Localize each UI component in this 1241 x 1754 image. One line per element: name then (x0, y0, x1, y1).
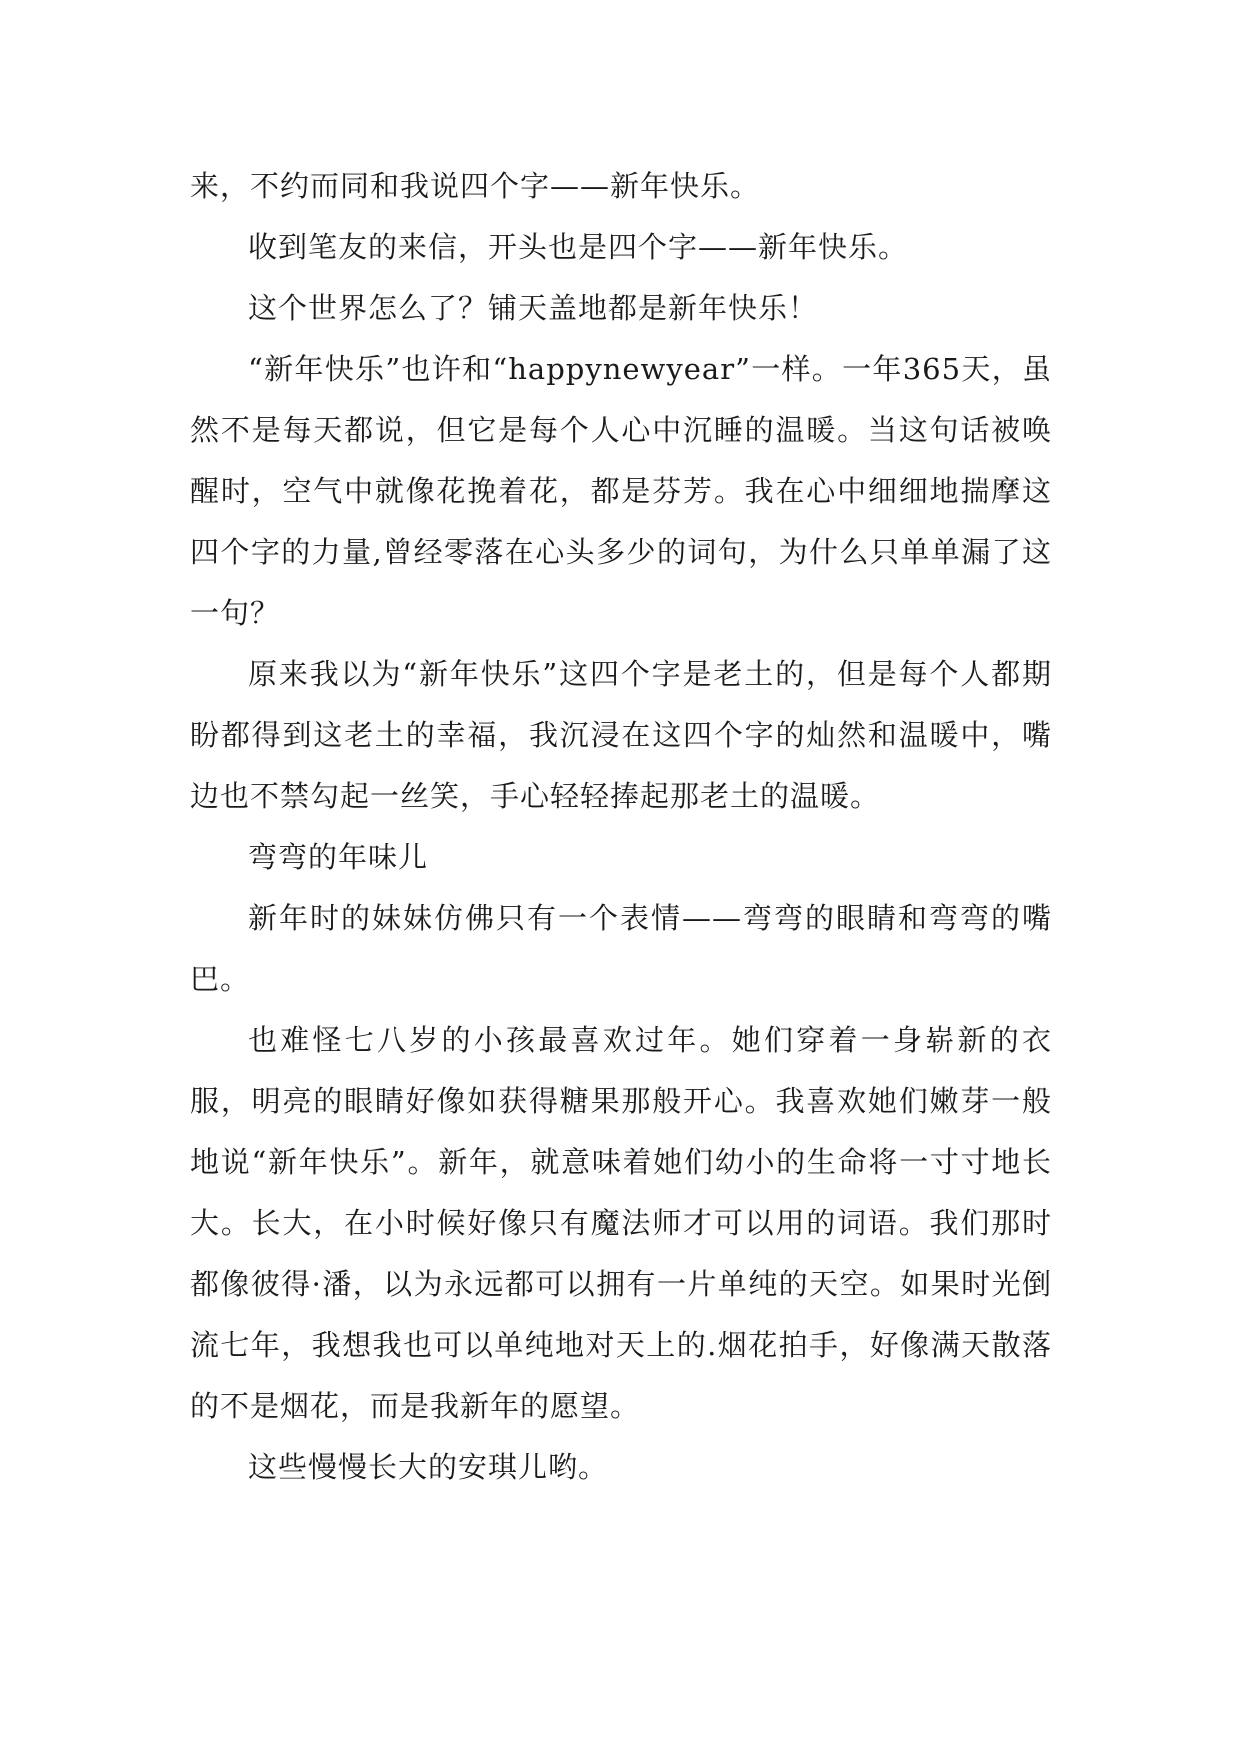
paragraph: “新年快乐”也许和“happynewyear”一样。一年365天，虽然不是每天都说，但它是每个人心中沉睡的温暖。当这句话被唤醒时，空气中就像花挽着花，都是芬芳。我在心中细细地揣摩这四个字的力量,曾经零落在心头多少的词句，为什么只单单漏了这一句？ (190, 352, 1052, 630)
body-text (190, 156, 1052, 1498)
paragraph: 收到笔友的来信，开头也是四个字——新年快乐。 (248, 230, 909, 264)
paragraph: 这个世界怎么了？铺天盖地都是新年快乐！ (248, 291, 819, 325)
paragraph: 这些慢慢长大的安琪儿哟。 (248, 1450, 609, 1484)
paragraph: 也难怪七八岁的小孩最喜欢过年。她们穿着一身崭新的衣服，明亮的眼睛好像如获得糖果那般开心。我喜欢她们嫩芽一般地说“新年快乐”。新年，就意味着她们幼小的生命将一寸寸地长大。长大，在小时候好像只有魔法师才可以用的词语。我们那时都像彼得·潘，以为永远都可以拥有一片单纯的天空。如果时光倒流七年，我想我也可以单纯地对天上的.烟花拍手，好像满天散落的不是烟花，而是我新年的愿望。 (190, 1023, 1052, 1423)
section-heading: 弯弯的年味儿 (248, 840, 429, 874)
paragraph: 原来我以为“新年快乐”这四个字是老土的，但是每个人都期盼都得到这老土的幸福，我沉浸在这四个字的灿然和温暖中，嘴边也不禁勾起一丝笑，手心轻轻捧起那老土的温暖。 (190, 657, 1052, 813)
paragraph: 来，不约而同和我说四个字——新年快乐。 (190, 169, 761, 203)
paragraph: 新年时的妹妹仿佛只有一个表情——弯弯的眼睛和弯弯的嘴巴。 (190, 901, 1052, 996)
